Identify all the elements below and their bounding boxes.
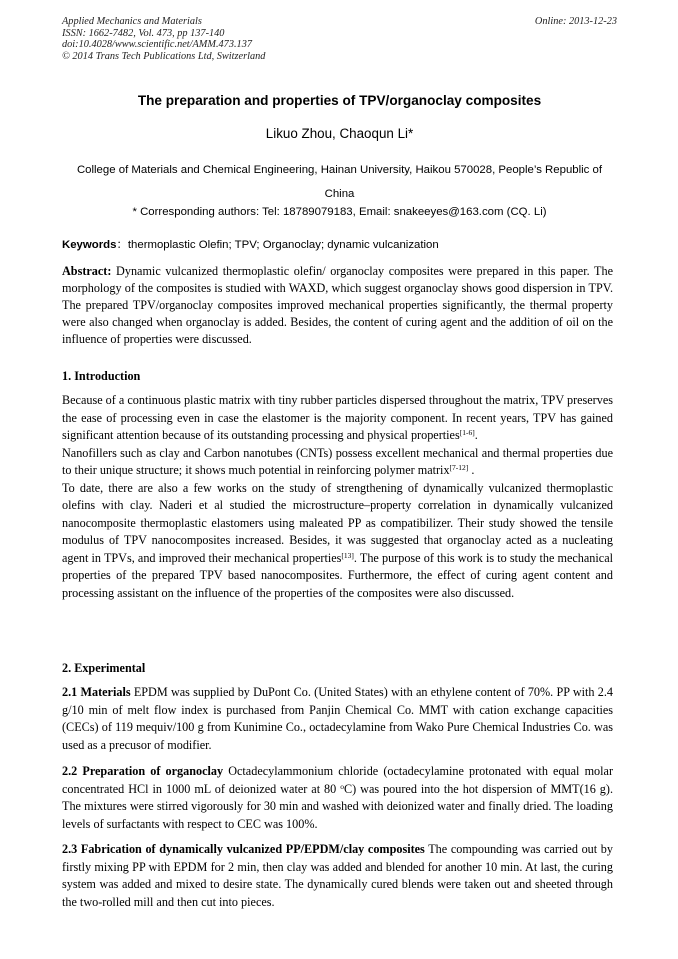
- section-2-3: 2.3 Fabrication of dynamically vulcanized PP/EPDM/clay composites The compounding was carried out by firstly mixing PP with EPDM for 2 min, then clay was added and blended for another 10 min. At last, the curing system was added and mixed to desire state. The dynamically cured blends were taken out and sheeted through the two-rolled mill and then cut into pieces.: [62, 842, 613, 909]
- paper-title: The preparation and properties of TPV/organoclay composites: [137, 93, 542, 108]
- affiliation: College of Materials and Chemical Engineering, Hainan University, Haikou 570028, People’s Republic of China: [76, 164, 603, 200]
- section-2-1-label: 2.1 Materials: [62, 685, 131, 699]
- keywords-label: Keywords: [62, 239, 117, 251]
- journal-issn: ISSN: 1662-7482, Vol. 473, pp 137-140: [62, 27, 225, 39]
- section-2-3-label: 2.3 Fabrication of dynamically vulcanized PP/EPDM/clay composites: [62, 842, 425, 856]
- keywords-separator: ：: [116, 239, 128, 251]
- keywords-text: thermoplastic Olefin; TPV; Organoclay; dynamic vulcanization: [127, 239, 439, 251]
- experimental-heading: 2. Experimental: [62, 661, 146, 675]
- keywords: [62, 236, 617, 252]
- abstract: [62, 263, 613, 348]
- journal-header: [62, 16, 617, 62]
- journal-doi: doi:10.4028/www.scientific.net/AMM.473.137: [62, 39, 252, 51]
- intro-paragraph-3: To date, there are also a few works on the study of strengthening of dynamically vulcanized thermoplastic olefins with clay. Naderi et al studied the microstructure–property correlation in dynamically vulcanized nanocomposite thermoplastic elastomers using maleated PP as compatibilizer. Their study showed the tensile modulus of TPV nanocomposites increased. Besides, it was suggested that organoclay acted as a nucleating agent in TPVs, and improved their mechanical properties[13]. The purpose of this work is to study the mechanical properties of the prepared TPV based nanocomposites. Furthermore, the effect of curing agent content and processing assistant on the influence of the properties of the composites were also discussed.: [62, 480, 613, 600]
- journal-copyright: © 2014 Trans Tech Publications Ltd, Switzerland: [62, 50, 266, 62]
- citation: [7-12]: [449, 463, 469, 472]
- abstract-label: Abstract:: [62, 264, 112, 278]
- online-date: Online: 2013-12-23: [534, 16, 617, 27]
- journal-name: Applied Mechanics and Materials: [62, 16, 202, 27]
- section-2-1: 2.1 Materials EPDM was supplied by DuPont Co. (United States) with an ethylene content of 70%. PP with 2.4 g/10 min of melt flow index is purchased from Panjin Chemical Co. MMT with cation exchange capacities (CECs) of 119 mequiv/100 g from Kunimine Co., octadecylamine from Wako Pure Chemical Industries Co. was used as a precusor of modifier.: [62, 685, 613, 752]
- introduction-heading: 1. Introduction: [62, 369, 141, 383]
- citation: [1-6]: [459, 428, 475, 437]
- section-2-2-label: 2.2 Preparation of organoclay: [62, 764, 224, 778]
- abstract-text: Dynamic vulcanized thermoplastic olefin/ organoclay composites were prepared in this paper. The morphology of the composites is studied with WAXD, which suggest organoclay shows good dispersion in TPV. The prepared TPV/organoclay composites improved mechanical properties significantly, the thermal property were also changed when organoclay is added. Besides, the content of curing agent and the addition of oil on the influence of properties were discussed.: [62, 264, 613, 347]
- paper-authors: Likuo Zhou, Chaoqun Li*: [265, 126, 414, 141]
- section-2-2: 2.2 Preparation of organoclay Octadecylammonium chloride (octadecylamine protonated with equal molar concentrated HCl in 1000 mL of deionized water at 80 $^o$C) was poured into the hot dispersion of MMT(16 g). The mixtures were stirred vigorously for 30 min and washed with deionized water and finally dried. The loading levels of surfactants with respect to CEC was 100%.: [62, 764, 613, 831]
- intro-paragraph-1: Because of a continuous plastic matrix with tiny rubber particles dispersed throughout the matrix, TPV preserves the ease of processing even in case the elastomer is the majority component. In recent years, TPV has gained significant attention because of its outstanding processing and physical properties[1-6].: [62, 393, 613, 442]
- degree-sign: o: [340, 781, 344, 791]
- introduction-body: [62, 392, 613, 602]
- citation: [13]: [341, 550, 354, 560]
- intro-paragraph-2: Nanofillers such as clay and Carbon nanotubes (CNTs) possess excellent mechanical and thermal properties due to their unique structure; it shows much potential in reinforcing polymer matrix[7-12] .: [62, 445, 613, 477]
- corresponding-author: * Corresponding authors: Tel: 18789079183, Email: snakeeyes@163.com (CQ. Li): [132, 206, 547, 218]
